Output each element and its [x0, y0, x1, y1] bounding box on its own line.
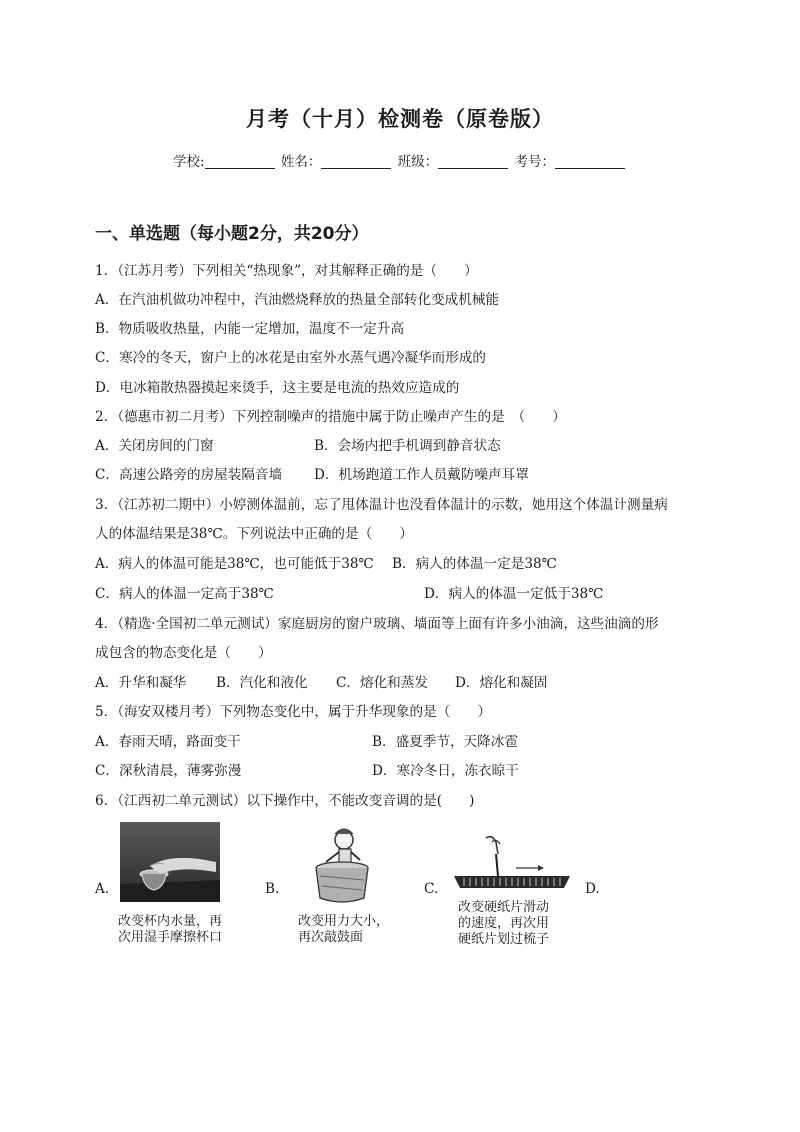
q6-option-c-caption-line1: 改变硬纸片滑动: [458, 900, 550, 915]
q5-option-c: C．深秋清晨，薄雾弥漫: [95, 763, 242, 779]
q2-option-d: D．机场跑道工作人员戴防噪声耳罩: [314, 467, 529, 483]
q6-option-a-caption-line1: 改变杯内水量，再: [118, 914, 223, 929]
q6-option-b-label: B.: [265, 881, 280, 897]
q5-option-b: B．盛夏季节，天降冰雹: [372, 734, 518, 750]
q6-option-b-caption-line1: 改变用力大小，: [298, 914, 390, 929]
q1-option-d: D．电冰箱散热器摸起来烫手，这主要是电流的热效应造成的: [95, 380, 460, 396]
section-heading: 一、单选题（每小题2分，共20分）: [95, 224, 369, 244]
q1-option-a: A．在汽油机做功冲程中，汽油燃烧释放的热量全部转化变成机械能: [95, 292, 500, 308]
q3-option-c: C．病人的体温一定高于38℃: [95, 586, 274, 602]
q6-option-d-label: D.: [585, 881, 600, 897]
name-label: 姓名：: [280, 154, 322, 170]
q1-option-b: B．物质吸收热量，内能一定增加，温度不一定升高: [95, 321, 405, 337]
school-label: 学校:: [173, 154, 205, 170]
q6-option-a-label: A.: [95, 881, 110, 897]
q6-option-b-caption-line2: 再次敲鼓面: [298, 930, 364, 945]
class-label: 班级：: [397, 154, 439, 170]
q2-option-c: C．高速公路旁的房屋装隔音墙: [95, 467, 283, 483]
q3-option-a: A．病人的体温可能是38℃，也可能低于38℃: [95, 556, 374, 572]
number-label: 考号：: [514, 154, 555, 170]
q3-option-b: B．病人的体温一定是38℃: [392, 556, 557, 572]
q4-stem-line1: 4．（精选·全国初二单元测试）家庭厨房的窗户玻璃、墙面等上面有许多小油滴，这些油滴的形: [95, 616, 659, 632]
q6-option-c-caption-line3: 硬纸片划过梳子: [458, 932, 550, 947]
number-blank[interactable]: [555, 154, 625, 169]
page-title: 月考（十月）检测卷（原卷版）: [246, 107, 554, 131]
q3-stem-line1: 3．（江苏初二期中）小婷测体温前，忘了甩体温计也没看体温计的示数，她用这个体温计测量病: [95, 497, 668, 513]
comb-card-picture: [452, 834, 572, 894]
q6-option-c-caption-line2: 的速度，再次用: [458, 916, 550, 931]
q3-stem-line2: 人的体温结果是38℃。下列说法中正确的是（ ）: [95, 526, 413, 542]
q6-option-a-caption-line2: 次用湿手摩擦杯口: [118, 930, 223, 945]
q6-stem: 6．（江西初二单元测试）以下操作中，不能改变音调的是( ): [95, 793, 475, 809]
q2-option-a: A．关闭房间的门窗: [95, 438, 214, 454]
drum-beating-picture: [300, 822, 380, 906]
q4-option-a: A．升华和凝华: [95, 675, 187, 691]
q2-stem: 2．（德惠市初二月考）下列控制噪声的措施中属于防止噪声产生的是 （ ）: [95, 409, 566, 425]
q3-option-d: D．病人的体温一定低于38℃: [424, 586, 604, 602]
class-blank[interactable]: [438, 154, 508, 169]
q1-stem: 1．（江苏月考）下列相关“热现象”，对其解释正确的是（ ）: [95, 263, 478, 279]
q4-option-c: C．熔化和蒸发: [336, 675, 428, 691]
glass-rubbing-picture: [120, 822, 220, 902]
q1-option-c: C．寒冷的冬天，窗户上的冰花是由室外水蒸气遇冷凝华而形成的: [95, 350, 487, 366]
q5-stem: 5．（海安双楼月考）下列物态变化中，属于升华现象的是（ ）: [95, 704, 492, 720]
q4-option-b: B．汽化和液化: [216, 675, 308, 691]
q5-option-d: D．寒冷冬日，冻衣晾干: [372, 763, 519, 779]
q4-option-d: D．熔化和凝固: [455, 675, 548, 691]
school-blank[interactable]: [205, 154, 275, 169]
q2-option-b: B．会场内把手机调到静音状态: [314, 438, 501, 454]
q4-stem-line2: 成包含的物态变化是（ ）: [95, 645, 272, 661]
student-info-row: [0, 150, 800, 170]
name-blank[interactable]: [321, 154, 391, 169]
q5-option-a: A．春雨天晴，路面变干: [95, 734, 241, 750]
q6-option-c-label: C.: [424, 881, 439, 897]
